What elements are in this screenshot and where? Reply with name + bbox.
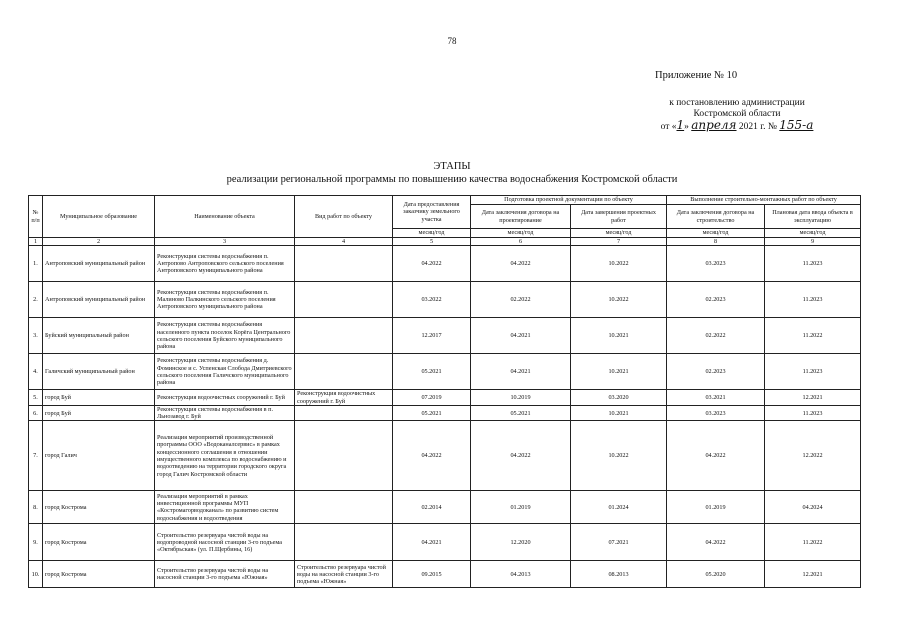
cell-num: 3. [29, 318, 43, 354]
cell-commission: 12.2021 [765, 390, 861, 406]
cell-commission: 12.2022 [765, 421, 861, 491]
cell-land-date: 03.2022 [393, 282, 471, 318]
cell-commission: 11.2023 [765, 246, 861, 282]
table-row [29, 491, 861, 524]
cell-design-end: 10.2021 [571, 318, 667, 354]
cell-object: Реконструкция системы водоснабжения д. Фоминское и с. Успенская Слобода Дмитриевского сельского поселения Галичского муниципального района [155, 354, 295, 390]
cell-num: 5. [29, 390, 43, 406]
cell-num: 1. [29, 246, 43, 282]
cell-land-date: 05.2021 [393, 354, 471, 390]
cell-design-contract: 05.2021 [471, 405, 571, 421]
page-number: 78 [447, 36, 457, 46]
table-row [29, 354, 861, 390]
header-build-contract: Дата заключения договора на строительство [667, 205, 765, 229]
table-row [29, 561, 861, 588]
cell-object: Реконструкция системы водоснабжения п. Малиново Палкинского сельского поселения Антроповского муниципального района [155, 282, 295, 318]
cell-land-date: 07.2019 [393, 390, 471, 406]
cell-commission: 04.2024 [765, 491, 861, 524]
cell-num: 8. [29, 491, 43, 524]
cell-object: Реконструкция водоочистных сооружений г. Буй [155, 390, 295, 406]
column-index-row [29, 238, 861, 246]
cell-commission: 11.2022 [765, 318, 861, 354]
cell-commission: 12.2021 [765, 561, 861, 588]
cell-municipality: Галичский муниципальный район [43, 354, 155, 390]
cell-commission: 11.2023 [765, 354, 861, 390]
table-row [29, 318, 861, 354]
col-index: 1 [29, 238, 43, 246]
cell-num: 10. [29, 561, 43, 588]
cell-object: Строительство резервуара чистой воды на насосной станции 3-го подъема «Южная» [155, 561, 295, 588]
cell-object: Реконструкция системы водоснабжения в п. Льнозавод г. Буй [155, 405, 295, 421]
cell-num: 4. [29, 354, 43, 390]
unit-build-contract: месяц/год [667, 229, 765, 238]
cell-num: 2. [29, 282, 43, 318]
col-index: 6 [471, 238, 571, 246]
cell-municipality: Антроповский муниципальный район [43, 246, 155, 282]
col-index: 3 [155, 238, 295, 246]
unit-design-contract: месяц/год [471, 229, 571, 238]
cell-build-contract: 04.2022 [667, 524, 765, 561]
cell-municipality: город Буй [43, 405, 155, 421]
cell-land-date: 04.2022 [393, 246, 471, 282]
cell-design-contract: 12.2020 [471, 524, 571, 561]
cell-municipality: Буйский муниципальный район [43, 318, 155, 354]
unit-design-end: месяц/год [571, 229, 667, 238]
table-row [29, 390, 861, 406]
header-num: № п/п [29, 196, 43, 238]
cell-design-contract: 04.2021 [471, 318, 571, 354]
header-object: Наименование объекта [155, 196, 295, 238]
cell-commission: 11.2022 [765, 524, 861, 561]
col-index: 7 [571, 238, 667, 246]
col-index: 2 [43, 238, 155, 246]
cell-design-end: 10.2021 [571, 405, 667, 421]
stages-table [28, 195, 861, 588]
cell-build-contract: 05.2020 [667, 561, 765, 588]
title-line-1: ЭТАПЫ [433, 161, 471, 172]
cell-design-contract: 04.2013 [471, 561, 571, 588]
cell-municipality: город Кострома [43, 561, 155, 588]
cell-object: Реализация мероприятий в рамках инвестиционной программы МУП «Костромагорводоканал» по развитию систем водоснабжения и водоотведения [155, 491, 295, 524]
cell-build-contract: 03.2021 [667, 390, 765, 406]
cell-design-end: 10.2021 [571, 354, 667, 390]
decree-month: апреля [691, 118, 737, 132]
cell-land-date: 04.2022 [393, 421, 471, 491]
cell-object: Реконструкция системы водоснабжения населенного пункта поселок Корёга Центрального сельского поселения Буйского муниципального района [155, 318, 295, 354]
cell-build-contract: 02.2023 [667, 354, 765, 390]
header-municipality: Муниципальное образование [43, 196, 155, 238]
decree-reference [622, 98, 852, 133]
cell-build-contract: 03.2023 [667, 405, 765, 421]
decree-number: 155-а [779, 118, 814, 132]
header-build-group: Выполнение строительно-монтажных работ по объекту [667, 196, 861, 205]
cell-work-type [295, 246, 393, 282]
cell-num: 9. [29, 524, 43, 561]
cell-design-contract: 04.2022 [471, 246, 571, 282]
cell-design-end: 01.2024 [571, 491, 667, 524]
header-design-end: Дата завершения проектных работ [571, 205, 667, 229]
decree-day: 1 [676, 118, 685, 132]
unit-commission: месяц/год [765, 229, 861, 238]
cell-work-type [295, 405, 393, 421]
cell-object: Реконструкция системы водоснабжения п. Антропово Антроповского сельского поселения Антроповского муниципального района [155, 246, 295, 282]
cell-work-type: Реконструкция водоочистных сооружений г. Буй [295, 390, 393, 406]
cell-build-contract: 02.2023 [667, 282, 765, 318]
cell-object: Реализация мероприятий производственной программы ООО «Водоканалсервис» в рамках концессионного соглашения в отношении имущественного комплекса по водоснабжению и водоотведению на территории городского округа город Галич Костромской области [155, 421, 295, 491]
cell-design-end: 07.2021 [571, 524, 667, 561]
cell-land-date: 09.2015 [393, 561, 471, 588]
cell-commission: 11.2023 [765, 282, 861, 318]
decree-line-1: к постановлению администрации [669, 98, 805, 108]
decree-sep-2: 2021 г. № [736, 122, 780, 132]
header-commission: Плановая дата ввода объекта в эксплуатацию [765, 205, 861, 229]
cell-work-type [295, 524, 393, 561]
cell-num: 6. [29, 405, 43, 421]
cell-design-contract: 04.2022 [471, 421, 571, 491]
header-work-type: Вид работ по объекту [295, 196, 393, 238]
col-index: 5 [393, 238, 471, 246]
header-land-date: Дата предоставления заказчику земельного участка [393, 196, 471, 229]
cell-municipality: город Кострома [43, 524, 155, 561]
cell-land-date: 04.2021 [393, 524, 471, 561]
cell-work-type [295, 318, 393, 354]
decree-sep-1: » [684, 122, 692, 132]
cell-municipality: город Буй [43, 390, 155, 406]
cell-land-date: 02.2014 [393, 491, 471, 524]
cell-design-end: 10.2022 [571, 421, 667, 491]
cell-design-end: 08.2013 [571, 561, 667, 588]
decree-line-2: Костромской области [693, 109, 781, 119]
cell-object: Строительство резервуара чистой воды на водопроводной насосной станции 3-го подъема «Октябрьская» (ул. П.Щербины, 16) [155, 524, 295, 561]
table-row [29, 405, 861, 421]
decree-from: от « [660, 122, 677, 132]
cell-design-end: 03.2020 [571, 390, 667, 406]
cell-work-type [295, 491, 393, 524]
appendix-label: Приложение № 10 [655, 70, 738, 81]
cell-build-contract: 01.2019 [667, 491, 765, 524]
cell-municipality: город Кострома [43, 491, 155, 524]
cell-commission: 11.2023 [765, 405, 861, 421]
header-design-contract: Дата заключения договора на проектирование [471, 205, 571, 229]
document-title [0, 160, 904, 186]
col-index: 8 [667, 238, 765, 246]
cell-num: 7. [29, 421, 43, 491]
header-design-group: Подготовка проектной документации по объекту [471, 196, 667, 205]
cell-build-contract: 02.2022 [667, 318, 765, 354]
table-row [29, 246, 861, 282]
cell-design-end: 10.2022 [571, 282, 667, 318]
cell-build-contract: 04.2022 [667, 421, 765, 491]
decree-line-3 [622, 120, 852, 133]
cell-design-contract: 01.2019 [471, 491, 571, 524]
table-row [29, 282, 861, 318]
col-index: 9 [765, 238, 861, 246]
cell-design-contract: 10.2019 [471, 390, 571, 406]
unit-land: месяц/год [393, 229, 471, 238]
cell-municipality: Антроповский муниципальный район [43, 282, 155, 318]
cell-design-contract: 04.2021 [471, 354, 571, 390]
cell-design-end: 10.2022 [571, 246, 667, 282]
cell-work-type: Строительство резервуара чистой воды на насосной станции 3-го подъема «Южная» [295, 561, 393, 588]
cell-work-type [295, 421, 393, 491]
cell-land-date: 12.2017 [393, 318, 471, 354]
cell-build-contract: 03.2023 [667, 246, 765, 282]
cell-work-type [295, 354, 393, 390]
table-row [29, 524, 861, 561]
title-line-2: реализации региональной программы по повышению качества водоснабжения Костромской области [226, 174, 678, 185]
cell-land-date: 05.2021 [393, 405, 471, 421]
cell-design-contract: 02.2022 [471, 282, 571, 318]
cell-work-type [295, 282, 393, 318]
table-row [29, 421, 861, 491]
cell-municipality: город Галич [43, 421, 155, 491]
col-index: 4 [295, 238, 393, 246]
